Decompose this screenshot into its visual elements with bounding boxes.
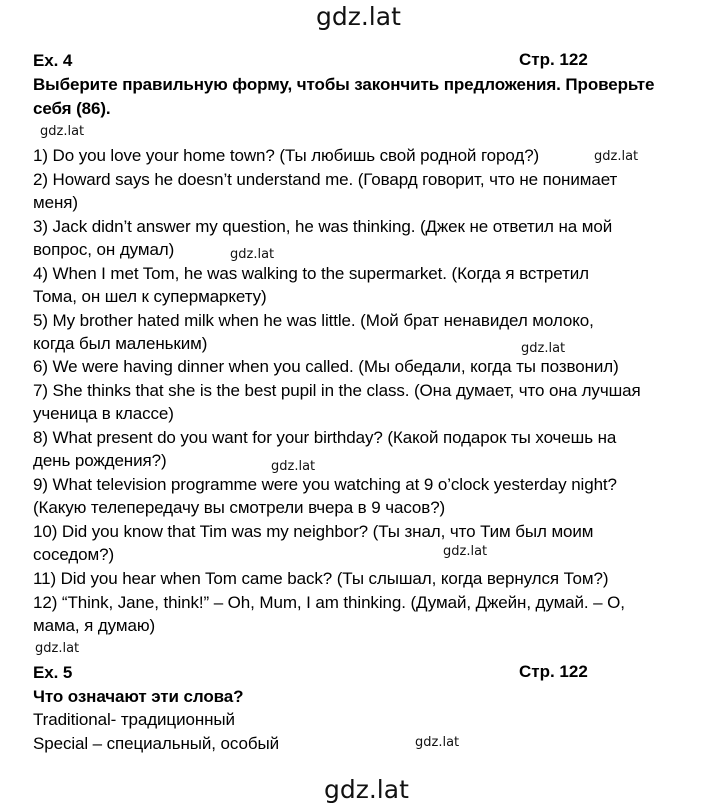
ex4-line-17: 10) Did you know that Tim was my neighbor? (Ты знал, что Тим был моим bbox=[33, 522, 594, 541]
ex4-line-1: 1) Do you love your home town? (Ты любишь свой родной город?) bbox=[33, 146, 540, 165]
ex4-line-16: (Какую телепередачу вы смотрели вчера в 9 часов?) bbox=[33, 498, 446, 517]
watermark-bottom: gdz.lat bbox=[324, 775, 409, 804]
ex5-line-2: Special – специальный, особый bbox=[33, 734, 279, 753]
watermark: gdz.lat bbox=[35, 641, 80, 656]
watermark-top: gdz.lat bbox=[316, 2, 401, 31]
watermark: gdz.lat bbox=[521, 341, 566, 356]
watermark: gdz.lat bbox=[415, 735, 460, 750]
ex4-line-12: ученица в классе) bbox=[33, 404, 174, 423]
ex5-page: Стр. 122 bbox=[519, 662, 588, 681]
ex4-line-11: 7) She thinks that she is the best pupil in the class. (Она думает, что она лучшая bbox=[33, 381, 641, 400]
ex4-line-14: день рождения?) bbox=[33, 451, 167, 470]
watermark: gdz.lat bbox=[594, 149, 639, 164]
ex5-label: Ex. 5 bbox=[33, 663, 73, 682]
ex4-line-20: 12) “Think, Jane, think!” – Oh, Mum, I am thinking. (Думай, Джейн, думай. – О, bbox=[33, 593, 625, 612]
ex4-line-15: 9) What television programme were you watching at 9 o’clock yesterday night? bbox=[33, 475, 617, 494]
ex4-line-10: 6) We were having dinner when you called. (Мы обедали, когда ты позвонил) bbox=[33, 357, 619, 376]
ex4-line-4: 3) Jack didn’t answer my question, he was thinking. (Джек не ответил на мой bbox=[33, 217, 613, 236]
ex4-line-8: 5) My brother hated milk when he was little. (Мой брат ненавидел молоко, bbox=[33, 311, 594, 330]
ex4-line-6: 4) When I met Tom, he was walking to the supermarket. (Когда я встретил bbox=[33, 264, 589, 283]
ex4-line-13: 8) What present do you want for your birthday? (Какой подарок ты хочешь на bbox=[33, 428, 617, 447]
ex4-line-19: 11) Did you hear when Tom came back? (Ты слышал, когда вернулся Том?) bbox=[33, 569, 609, 588]
watermark: gdz.lat bbox=[40, 124, 85, 139]
watermark: gdz.lat bbox=[443, 544, 488, 559]
ex4-line-18: соседом?) bbox=[33, 545, 115, 564]
ex5-line-1: Traditional- традиционный bbox=[33, 710, 235, 729]
watermark: gdz.lat bbox=[230, 247, 275, 262]
ex4-page: Стр. 122 bbox=[519, 50, 588, 69]
ex4-line-9: когда был маленьким) bbox=[33, 334, 208, 353]
ex4-instruction-line-2: себя (86). bbox=[33, 99, 111, 118]
ex4-line-21: мама, я думаю) bbox=[33, 616, 156, 635]
ex4-line-3: меня) bbox=[33, 193, 78, 212]
ex4-line-7: Тома, он шел к супермаркету) bbox=[33, 287, 267, 306]
ex4-line-2: 2) Howard says he doesn’t understand me. (Говард говорит, что не понимает bbox=[33, 170, 618, 189]
ex4-instruction-line-1: Выберите правильную форму, чтобы закончить предложения. Проверьте bbox=[33, 75, 655, 94]
ex4-line-5: вопрос, он думал) bbox=[33, 240, 175, 259]
ex4-label: Ex. 4 bbox=[33, 51, 73, 70]
ex5-question: Что означают эти слова? bbox=[33, 687, 244, 706]
watermark: gdz.lat bbox=[271, 459, 316, 474]
